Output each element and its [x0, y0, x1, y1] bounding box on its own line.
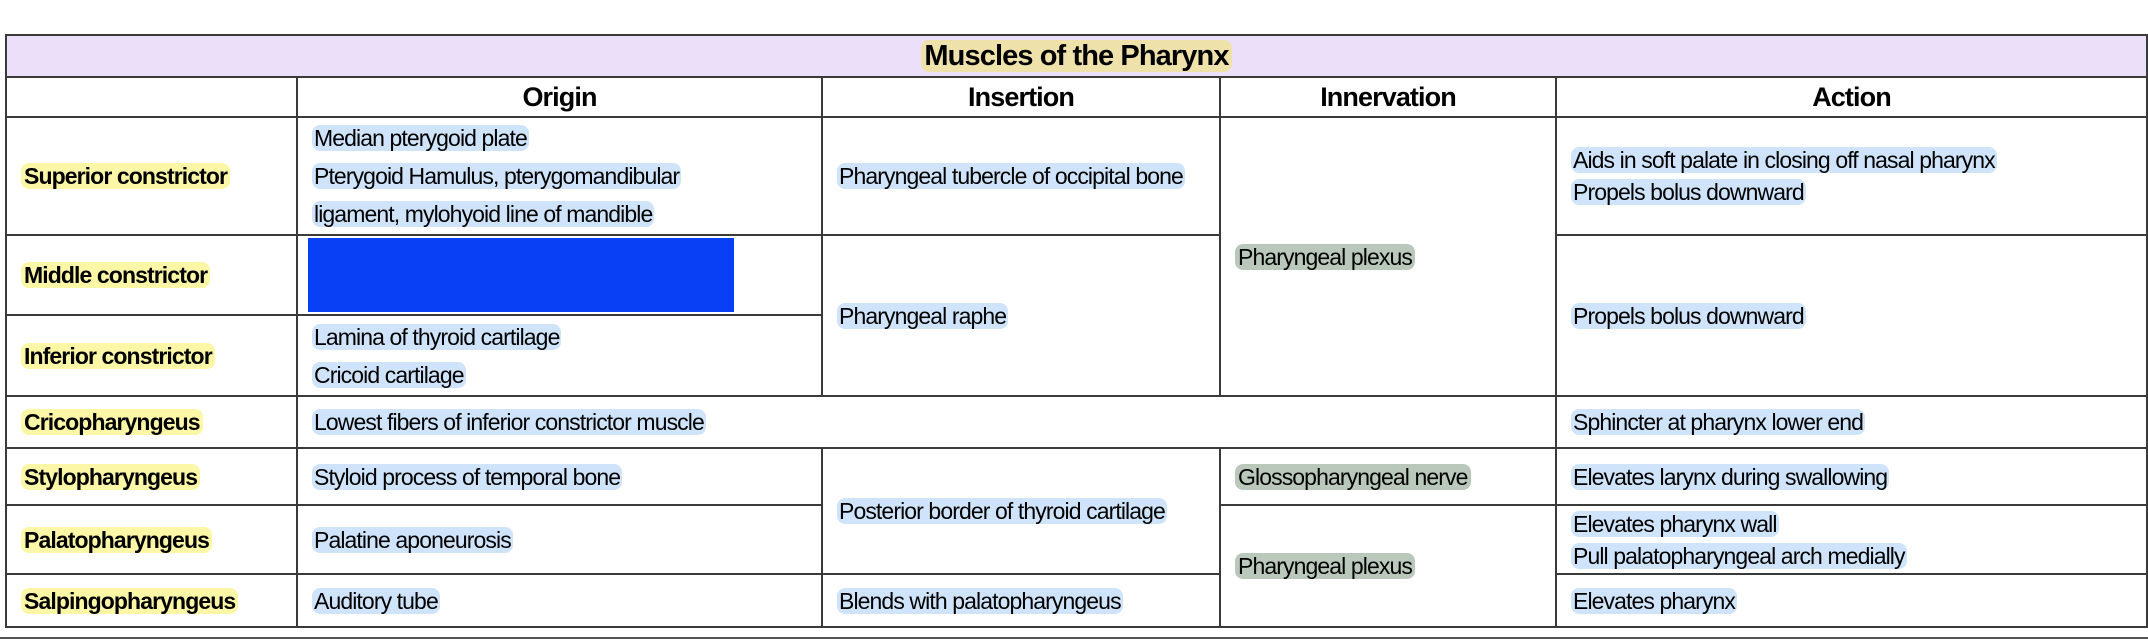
redaction-box: [308, 238, 734, 312]
table-row: [6, 235, 2147, 315]
origin-cell: [297, 117, 822, 235]
header-blank: [6, 77, 297, 117]
header-insertion: Insertion: [822, 77, 1220, 117]
action-cell: [1556, 448, 2147, 505]
action-cell: [1556, 505, 2147, 574]
origin-text: Auditory tube: [314, 587, 438, 614]
table-row: [6, 117, 2147, 235]
action-cell: [1556, 117, 2147, 235]
action-text: Pull palatopharyngeal arch medially: [1573, 542, 1905, 569]
header-origin: Origin: [297, 77, 822, 117]
header-action: Action: [1556, 77, 2147, 117]
muscle-name: [6, 315, 297, 396]
origin-text: Median pterygoid plate: [314, 125, 527, 151]
origin-line: [312, 318, 807, 356]
innervation-text: Pharyngeal plexus: [1235, 244, 1415, 270]
action-text: Sphincter at pharynx lower end: [1573, 409, 1864, 435]
origin-line: [312, 195, 807, 233]
table-title: [6, 35, 2147, 77]
title-row: [6, 35, 2147, 77]
origin-line: [312, 157, 807, 195]
muscle-name-text: Middle constrictor: [21, 262, 210, 288]
muscle-name: [6, 396, 297, 448]
insertion-text: Posterior border of thyroid cartilage: [839, 498, 1165, 524]
origin-text: Cricoid cartilage: [314, 361, 464, 388]
origin-text: ligament, mylohyoid line of mandible: [314, 201, 653, 227]
header-row: [6, 77, 2147, 117]
insertion-text: Blends with palatopharyngeus: [839, 587, 1121, 614]
origin-text: Pterygoid Hamulus, pterygomandibular: [314, 163, 680, 189]
origin-line: [312, 356, 807, 394]
origin-cell: [297, 448, 822, 505]
action-cell: [1556, 574, 2147, 627]
bottom-divider: [0, 637, 2148, 639]
action-line: [1571, 176, 2132, 208]
muscle-name-text: Inferior constrictor: [21, 343, 215, 369]
origin-cell: [297, 315, 822, 396]
action-text: Aids in soft palate in closing off nasal pharynx: [1573, 147, 1995, 173]
action-text: Propels bolus downward: [1573, 302, 1804, 329]
origin-cell: [297, 505, 822, 574]
origin-text: Palatine aponeurosis: [314, 526, 511, 553]
origin-line: [312, 119, 807, 157]
muscle-name-text: Palatopharyngeus: [21, 527, 212, 553]
muscle-name: [6, 505, 297, 574]
insertion-cell: [822, 448, 1220, 574]
insertion-cell: [822, 574, 1220, 627]
action-text: Elevates pharynx: [1573, 587, 1736, 614]
action-cell: [1556, 396, 2147, 448]
innervation-cell: [1220, 117, 1556, 396]
muscle-name-text: Salpingopharyngeus: [21, 588, 238, 614]
pharynx-muscles-table: [5, 34, 2148, 628]
muscle-name-text: Stylopharyngeus: [21, 464, 200, 490]
muscle-name: [6, 574, 297, 627]
action-line: [1571, 540, 2132, 572]
table-row: [6, 448, 2147, 505]
innervation-cell: [1220, 505, 1556, 627]
insertion-text: Pharyngeal tubercle of occipital bone: [839, 163, 1183, 189]
action-text: Elevates pharynx wall: [1573, 510, 1777, 537]
origin-cell: [297, 396, 1556, 448]
table-row: [6, 396, 2147, 448]
innervation-text: Pharyngeal plexus: [1235, 553, 1415, 579]
insertion-text: Pharyngeal raphe: [839, 302, 1007, 329]
insertion-cell: [822, 235, 1220, 396]
origin-cell: [297, 235, 822, 315]
muscle-name: [6, 235, 297, 315]
origin-text: Lowest fibers of inferior constrictor muscle: [314, 409, 704, 435]
action-line: [1571, 144, 2132, 176]
header-innervation: Innervation: [1220, 77, 1556, 117]
origin-cell: [297, 574, 822, 627]
muscle-name: [6, 448, 297, 505]
action-text: Elevates larynx during swallowing: [1573, 463, 1888, 490]
muscle-name-text: Cricopharyngeus: [21, 409, 203, 435]
insertion-cell: [822, 117, 1220, 235]
muscle-name-text: Superior constrictor: [21, 163, 230, 189]
innervation-text: Glossopharyngeal nerve: [1235, 464, 1471, 490]
action-cell: [1556, 235, 2147, 396]
action-line: [1571, 508, 2132, 540]
muscle-name: [6, 117, 297, 235]
action-text: Propels bolus downward: [1573, 179, 1804, 205]
origin-text: Styloid process of temporal bone: [314, 463, 621, 490]
title-text: Muscles of the Pharynx: [921, 40, 1231, 72]
table-row: [6, 574, 2147, 627]
innervation-cell: [1220, 448, 1556, 505]
origin-text: Lamina of thyroid cartilage: [314, 323, 560, 350]
